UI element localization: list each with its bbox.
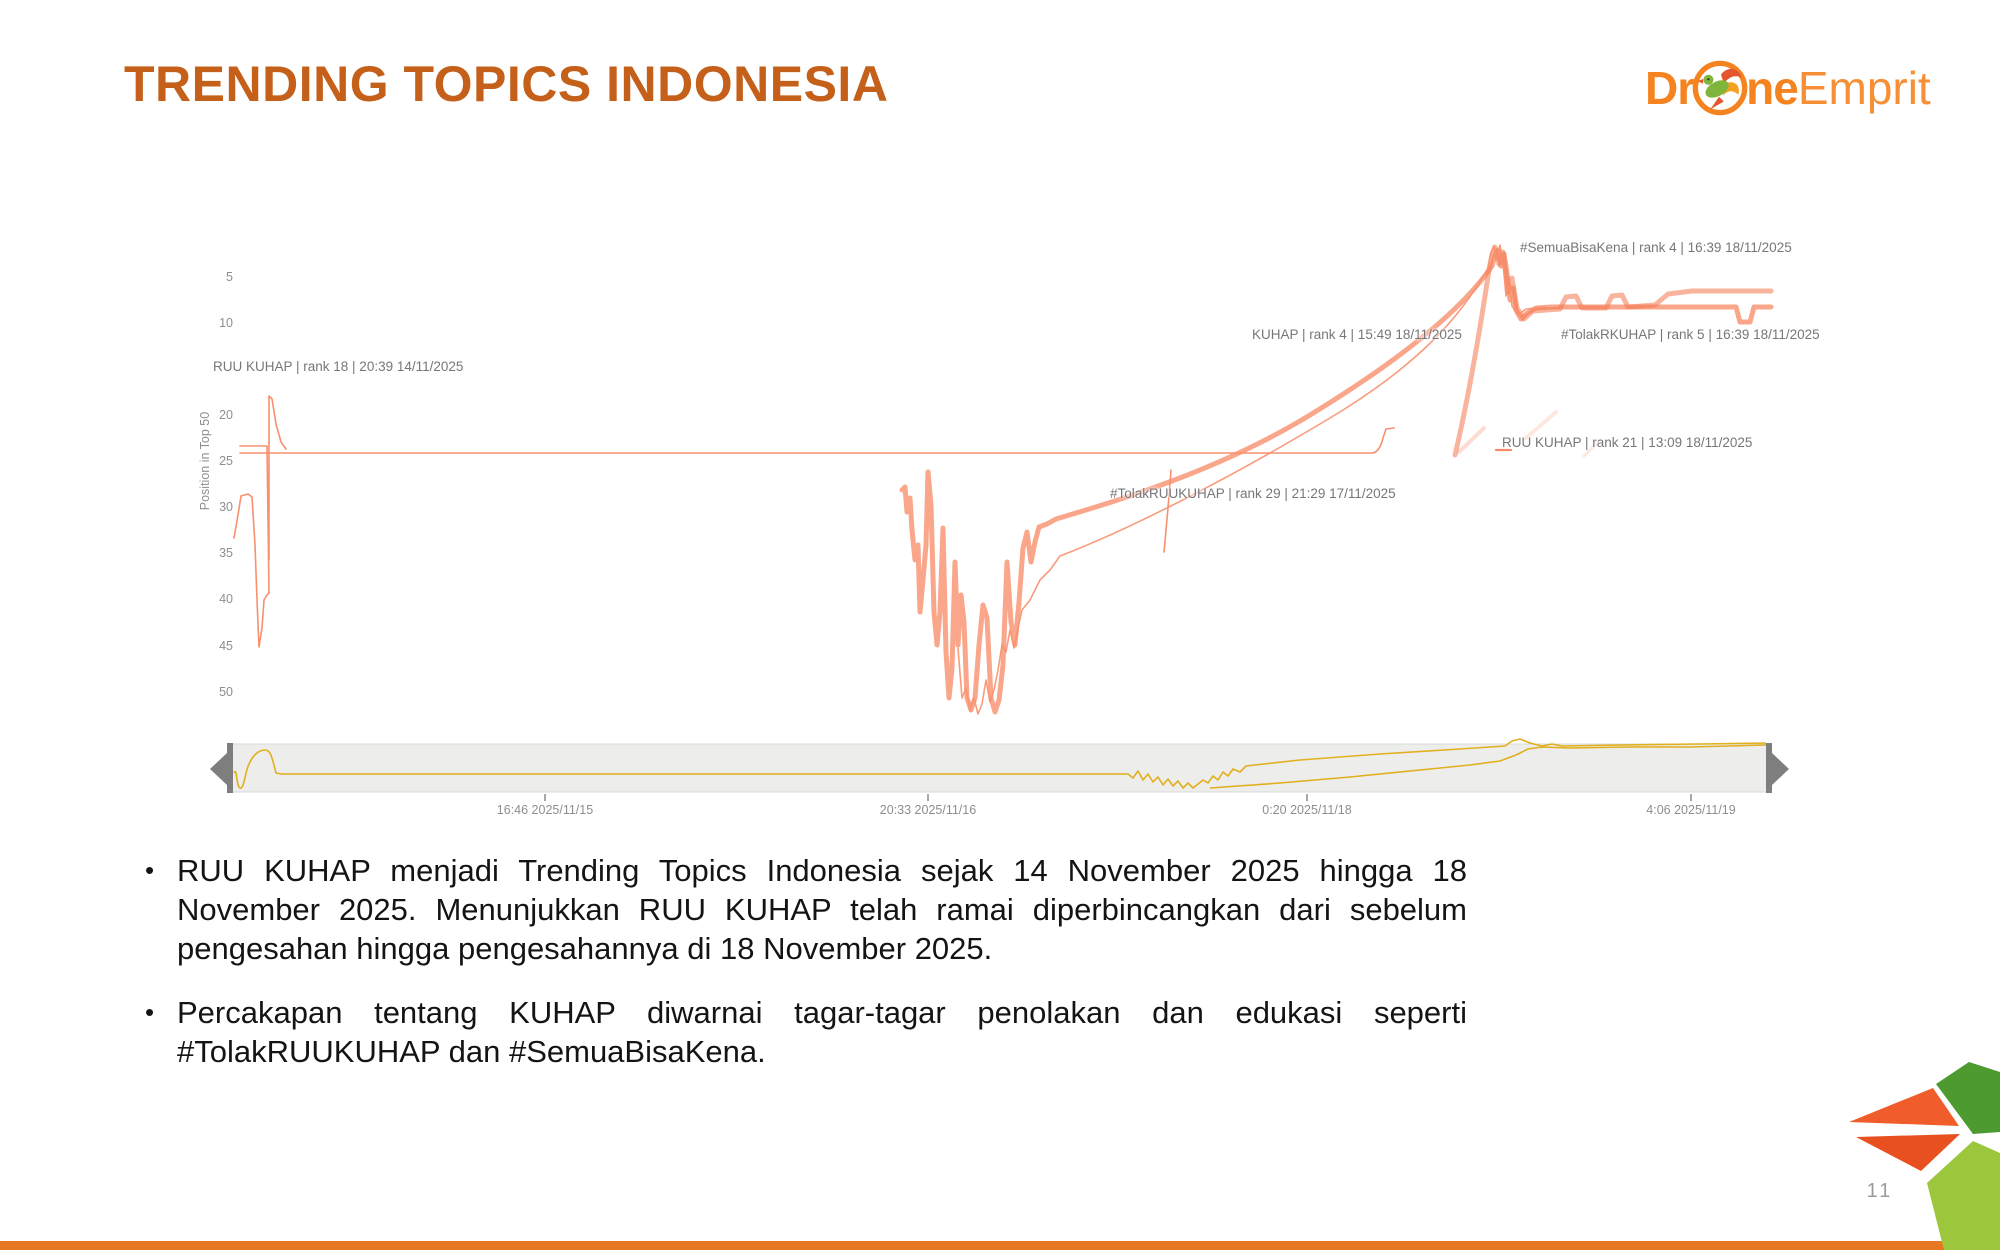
logo-text-ne: ne — [1746, 62, 1798, 114]
y-tick: 5 — [226, 270, 233, 284]
page-number: 11 — [1866, 1180, 1894, 1202]
minimap-track[interactable] — [232, 744, 1767, 792]
droneemprit-logo — [1645, 58, 1931, 118]
y-tick: 40 — [219, 592, 233, 606]
bottom-accent-bar — [0, 1241, 2000, 1250]
minimap-right-handle[interactable] — [1766, 743, 1789, 793]
logo-text-emprit: Emprit — [1797, 62, 1931, 114]
annotation-tolakrkuhap-rank5: #TolakRKUHAP | rank 5 | 16:39 18/11/2025 — [1561, 327, 1820, 342]
x-tick: 4:06 2025/11/19 — [1646, 803, 1736, 817]
summary-bullets — [145, 851, 1467, 1096]
bullet-item — [145, 851, 1467, 968]
minimap-left-handle[interactable] — [210, 743, 233, 793]
y-tick: 35 — [219, 546, 233, 560]
bullet-text: Percakapan tentang KUHAP diwarnai tagar-tagar penolakan dan edukasi seperti #TolakRUUKUHAP dan #SemuaBisaKena. — [177, 995, 1467, 1069]
bullet-text: RUU KUHAP menjadi Trending Topics Indonesia sejak 14 November 2025 hingga 18 November 2025. Menunjukkan RUU KUHAP telah ramai diperbincangkan dari sebelum pengesahan hingga pengesahannya di 18 November 2025. — [177, 853, 1467, 966]
y-tick: 45 — [219, 639, 233, 653]
annotation-kuhap-rank4: KUHAP | rank 4 | 15:49 18/11/2025 — [1252, 327, 1462, 342]
y-tick: 20 — [219, 408, 233, 422]
y-tick: 50 — [219, 685, 233, 699]
annotation-semuabisakena-rank4: #SemuaBisaKena | rank 4 | 16:39 18/11/2025 — [1520, 240, 1792, 255]
annotation-ruu-kuhap-rank18: RUU KUHAP | rank 18 | 20:39 14/11/2025 — [213, 359, 464, 374]
y-tick: 10 — [219, 316, 233, 330]
y-axis-title: Position in Top 50 — [198, 411, 212, 511]
bullet-marker: • — [145, 997, 155, 1027]
annotation-tolakruukuhap-rank29: #TolakRUUKUHAP | rank 29 | 21:29 17/11/2025 — [1110, 486, 1396, 501]
bullet-item — [145, 993, 1467, 1071]
bullet-marker: • — [145, 855, 155, 885]
y-tick: 30 — [219, 500, 233, 514]
page-title: TRENDING TOPICS INDONESIA — [124, 56, 889, 112]
annotation-ruu-kuhap-rank21: RUU KUHAP | rank 21 | 13:09 18/11/2025 — [1502, 435, 1753, 450]
y-tick: 25 — [219, 454, 233, 468]
x-tick: 16:46 2025/11/15 — [496, 803, 594, 817]
bird-logo-icon — [1691, 59, 1749, 117]
x-tick: 20:33 2025/11/16 — [879, 803, 977, 817]
x-tick: 0:20 2025/11/18 — [1262, 803, 1352, 817]
logo-text-dr: Dr — [1645, 62, 1695, 114]
